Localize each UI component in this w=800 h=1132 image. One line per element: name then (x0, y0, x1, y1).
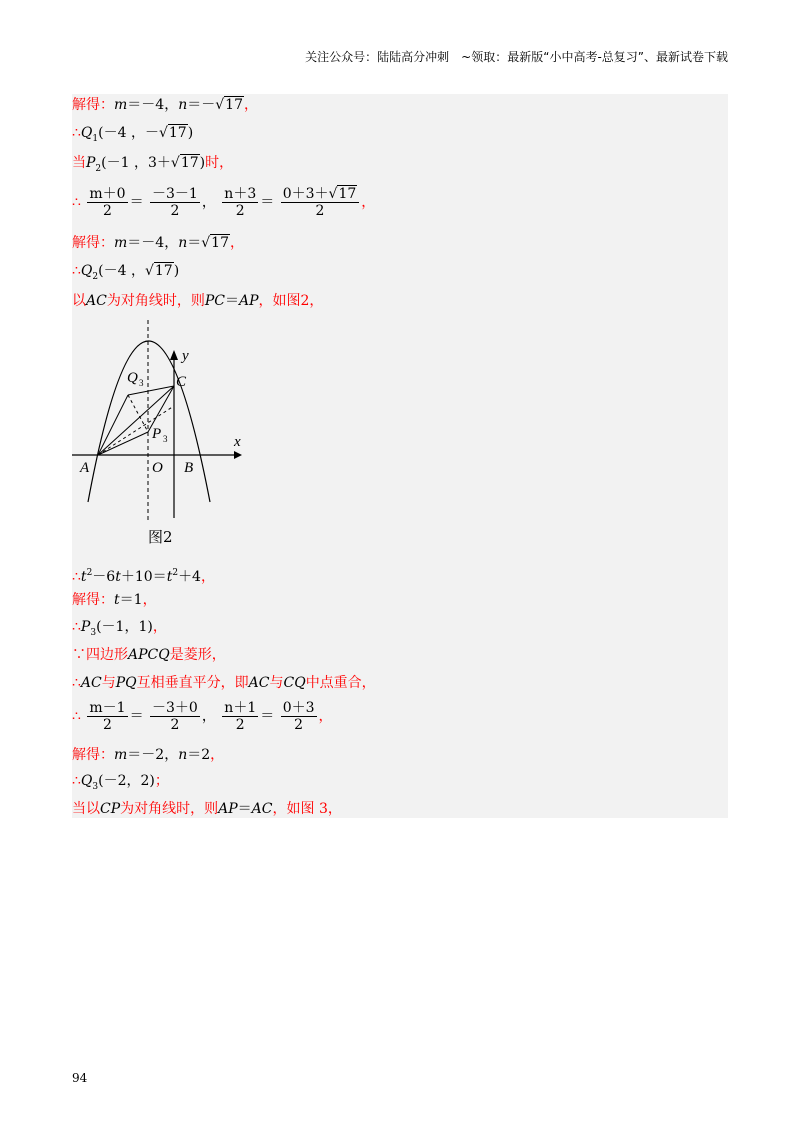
page-number: 94 (72, 1071, 88, 1085)
origin-O-label: O (152, 460, 163, 476)
solution-line-13: ∴ $\frac{m-1}{2}$ ＝ $\frac{-3+0}{2}$ ， $\frac{n+1}{2}$ ＝ $\frac{0+3}{2}$ ， (72, 700, 333, 733)
solution-line-4: ∴ $\frac{m+0}{2}$ ＝ $\frac{-3-1}{2}$ ， $\frac{n+3}{2}$ ＝ $\frac{0+3+√17}{2}$ ， (72, 186, 376, 219)
solution-line-10: $\therefore P_3(-1$，1)， (72, 619, 167, 638)
point-A-label: A (80, 460, 90, 476)
solution-line-9: 解得：t＝1， (72, 592, 157, 608)
solution-line-16: 当以CP为对角线时，则AP＝AC，如图 3， (72, 801, 342, 817)
point-P3-subscript: 3 (163, 434, 168, 444)
point-Q3-label: Q (127, 370, 138, 386)
point-C-label: C (176, 374, 187, 390)
page-header: 关注公众号：陆陆高分冲刺 ~领取：最新版“小中高考-总复习”、最新试卷下载 (305, 50, 728, 64)
segment-AQ3 (98, 395, 128, 455)
point-B-label: B (184, 460, 194, 476)
segment-AC (98, 386, 174, 455)
solution-line-12: ∴AC与PQ互相垂直平分，即AC与CQ中点重合， (72, 675, 376, 691)
solution-line-8: $\therefore t^2-6t+10=t^2+4$， (72, 568, 215, 585)
parabola-curve (88, 341, 210, 502)
solution-line-6: $\therefore Q_2(-4$ ，√17) (72, 263, 180, 282)
figure-caption: 图2 (148, 528, 173, 546)
segment-AP3 (98, 432, 148, 455)
segment-Q3C (128, 386, 174, 395)
y-axis-label: y (182, 348, 189, 364)
parabola-rhombus-figure (72, 320, 272, 530)
y-axis-arrow-icon (170, 350, 178, 360)
solution-line-1: 解得：m＝－4，n＝－√17， (72, 97, 258, 113)
point-Q3-subscript: 3 (139, 378, 144, 388)
figure-2-diagram (72, 320, 272, 534)
segment-Q3P3 (128, 395, 148, 432)
solution-line-2: $\therefore Q_1(-4$ ，－√17) (72, 125, 194, 144)
solution-line-14: 解得：m＝－2，n＝2， (72, 747, 225, 763)
x-axis-label: x (234, 434, 241, 450)
x-axis-arrow-icon (234, 451, 242, 459)
solution-line-15: $\therefore Q_3(-2$，2)； (72, 773, 169, 792)
solution-line-3: 当$P_2(-1$ ，3＋√17)时， (72, 155, 234, 174)
point-P3-label: P (152, 426, 162, 442)
solution-line-11: ∵四边形APCQ是菱形， (72, 647, 226, 663)
solution-panel (72, 94, 728, 818)
segment-dashed-diagonal (98, 406, 174, 455)
solution-line-5: 解得：m＝－4，n＝√17， (72, 235, 244, 251)
solution-line-7: 以AC为对角线时，则PC＝AP，如图2， (72, 293, 324, 309)
